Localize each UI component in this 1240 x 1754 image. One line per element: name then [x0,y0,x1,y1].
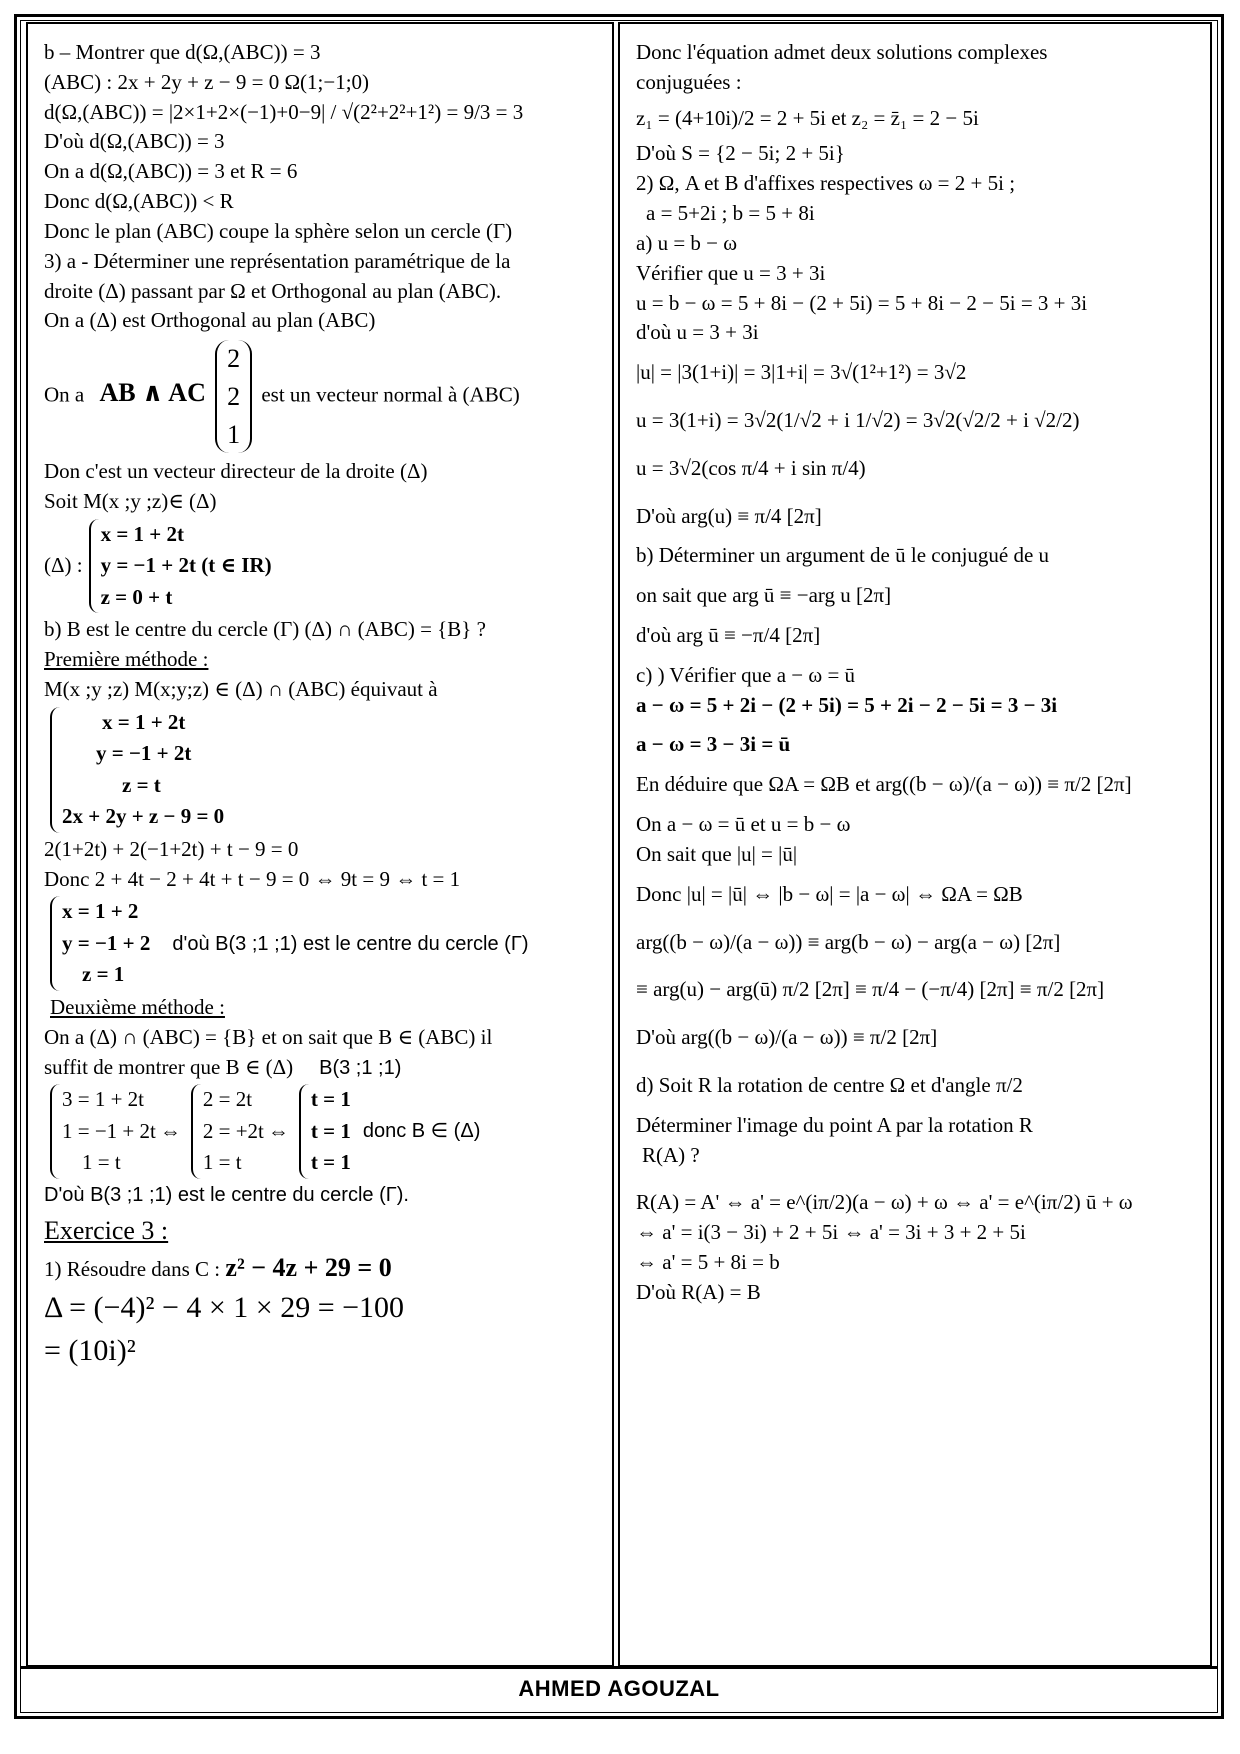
solutions-intro-1: Donc l'équation admet deux solutions complexes [636,40,1048,64]
distance-result: D'où d(Ω,(ABC)) = 3 [44,129,225,154]
rotation-compute: ⇔ a' = i(3 − 3i) + 2 + 5i ⇔ a' = 3i + 3 + 2 + 5i [636,1220,1026,1245]
equiv-symbol-1: ⇔ [159,1118,181,1143]
solve-equation-line [44,1250,598,1287]
plane-equation: (ABC) : 2x + 2y + z − 9 = 0 Ω(1;−1;0) [44,69,370,94]
result-note: d'où B(3 ;1 ;1) est le centre du cercle (Γ) [172,932,529,955]
modulus-u: |u| = |3(1+i)| = 3|1+i| = 3√(1²+1²) = 3√2 [636,360,967,385]
modulus-equality: On sait que |u| = |ū| [636,841,798,866]
exercise-3-title: Exercice 3 : [44,1216,169,1246]
vector-coord-3: 1 [227,419,241,449]
normal-vector-coords [215,340,252,453]
result-eq-z: z = 1 [82,962,125,987]
verify-system-a [50,1084,156,1179]
rotation-conclusion: D'où R(A) = B [636,1279,761,1304]
arg-quotient-step: arg((b − ω)/(a − ω)) ≡ arg(b − ω) − arg(a − ω) [2π] [636,929,1061,954]
param-eq-x: x = 1 + 2t [100,521,185,546]
deduce-statement: En déduire que ΩA = ΩB et arg((b − ω)/(a − ω)) ≡ π/2 [2π] [636,772,1132,797]
u-trig-form: u = 3√2(cos π/4 + i sin π/4) [636,455,866,480]
method-two-statement: On a (Δ) ∩ (ABC) = {B} et on sait que B ∈ (ABC) il [44,1024,493,1049]
method-two-result: D'où B(3 ;1 ;1) est le centre du cercle (Γ). [44,1183,409,1206]
cross-product: AB ∧ AC [99,378,206,408]
normal-vector-prefix: On a [44,382,85,407]
left-column [26,22,614,1667]
right-column [618,22,1212,1667]
verify-c2: t = 1 [310,1118,351,1143]
verify-u: Vérifier que u = 3 + 3i [636,260,826,285]
rotation-question: Déterminer l'image du point A par la rotation R [636,1112,1033,1137]
verify-b2: 2 = +2t [202,1118,264,1143]
rotation-formula: R(A) = A' ⇔ a' = e^(iπ/2)(a − ω) + ω ⇔ a' = e^(iπ/2) ū + ω [636,1190,1133,1215]
rotation-result: ⇔ a' = 5 + 8i = b [636,1250,780,1274]
direction-vector-line: Don c'est un vecteur directeur de la droite (Δ) [44,459,428,484]
result-equations [50,896,529,991]
sufficient-text: suffit de montrer que B ∈ (Δ) [44,1054,294,1079]
method-two-sufficient [44,1053,598,1083]
arg-u: D'où arg(u) ≡ π/4 [2π] [636,503,822,528]
result-system [44,894,529,993]
affixes-line-1: 2) Ω, A et B d'affixes respectives ω = 2 + 5i ; [636,171,1016,196]
rotation-image: R(A) ? [642,1142,700,1167]
question-2a: a) u = b − ω [636,230,738,255]
result-eq-y-value: y = −1 + 2 [62,930,151,955]
a-minus-omega-result: a − ω = 3 − 3i = ū [636,732,791,757]
recall-relations: On a − ω = ū et u = b − ω [636,812,851,837]
verify-system-c [299,1084,351,1179]
verify-a2: 1 = −1 + 2t [62,1118,156,1143]
solutions-z1-z2: z₁ = (4+10i)/2 = 2 + 5i et z₂ = z̄₁ = 2 − 5i [636,105,979,130]
distance-equality: Donc |u| = |ū| ⇔ |b − ω| = |a − ω| ⇔ ΩA = ΩB [636,881,1023,906]
discriminant-line: Δ = (−4)² − 4 × 1 × 29 = −100 [44,1291,405,1325]
verify-b3: 1 = t [202,1150,242,1175]
question-2b: b) Déterminer un argument de ū le conjugué de u [636,543,1050,568]
verify-b1: 2 = 2t [202,1087,253,1112]
result-eq-y [62,928,529,960]
verify-c1: t = 1 [310,1087,351,1112]
solve-t-line: Donc 2 + 4t − 2 + 4t + t − 9 = 0 ⇔ 9t = 9 ⇔ t = 1 [44,866,461,891]
arg-quotient-compute: ≡ arg(u) − arg(ū) π/2 [2π] ≡ π/4 − (−π/4) [2π] ≡ π/2 [2π] [636,977,1105,1002]
question-3b: b) B est le centre du cercle (Γ) (Δ) ∩ (ABC) = {B} ? [44,617,486,642]
footer-author: AHMED AGOUZAL [518,1676,720,1701]
method-one-system [50,707,224,833]
parametric-equations [89,519,272,614]
u-trig-step: u = 3(1+i) = 3√2(1/√2 + i 1/√2) = 3√2(√2/2 + i √2/2) [636,407,1080,432]
param-eq-y: y = −1 + 2t (t ∈ IR) [100,553,272,578]
system-eq-y: y = −1 + 2t [96,741,192,766]
normal-vector-line [44,340,598,453]
verify-system-b [191,1084,264,1179]
question-2c: c) ) Vérifier que a − ω = ū [636,662,856,687]
vector-coord-2: 2 [227,381,241,411]
distance-question: b – Montrer que d(Ω,(ABC)) = 3 [44,40,321,64]
distance-radius: On a d(Ω,(ABC)) = 3 et R = 6 [44,159,298,184]
point-b-coords: B(3 ;1 ;1) [319,1056,402,1079]
method-one-statement: M(x ;y ;z) M(x;y;z) ∈ (Δ) ∩ (ABC) équivaut à [44,676,438,701]
discriminant-square: = (10i)² [44,1333,136,1367]
arg-conjugate-result: d'où arg ū ≡ −π/4 [2π] [636,623,821,647]
question-3a-line1: 3) a - Déterminer une représentation paramétrique de la [44,248,511,273]
verify-conclusion: donc B ∈ (Δ) [362,1120,481,1143]
quadratic-equation: z² − 4z + 29 = 0 [225,1253,392,1283]
result-eq-x: x = 1 + 2 [62,899,139,924]
equiv-symbol-2: ⇔ [267,1118,289,1143]
compute-u: u = b − ω = 5 + 8i − (2 + 5i) = 5 + 8i − 2 − 5i = 3 + 3i [636,290,1088,315]
arg-quotient-result: D'où arg((b − ω)/(a − ω)) ≡ π/2 [2π] [636,1025,938,1050]
solve-prefix: 1) Résoudre dans C : [44,1257,221,1282]
plane-sphere-conclusion: Donc le plan (ABC) coupe la sphère selon un cercle (Γ) [44,218,513,243]
question-3a-line2: droite (Δ) passant par Ω et Orthogonal au plan (ABC). [44,278,502,303]
question-2d: d) Soit R la rotation de centre Ω et d'angle π/2 [636,1072,1023,1097]
distance-compare: Donc d(Ω,(ABC)) < R [44,189,234,214]
param-eq-z: z = 0 + t [100,584,173,609]
system-eq-x: x = 1 + 2t [102,709,186,734]
method-one-title: Première méthode : [44,647,209,672]
system-eq-plane: 2x + 2y + z − 9 = 0 [62,804,225,829]
affixes-line-2: a = 5+2i ; b = 5 + 8i [646,201,815,226]
u-result: d'où u = 3 + 3i [636,320,759,345]
solutions-intro-2: conjuguées : [636,69,742,94]
parametric-label: (Δ) : [44,553,83,578]
distance-formula: d(Ω,(ABC)) = |2×1+2×(−1)+0−9| / √(2²+2²+1²) = 9/3 = 3 [44,99,524,124]
verification-systems [44,1082,480,1181]
arg-conjugate-rule: on sait que arg ū ≡ −arg u [2π] [636,583,892,608]
vector-coord-1: 2 [227,344,241,374]
parametric-system [44,517,272,616]
normal-vector-suffix: est un vecteur normal à (ABC) [261,382,520,407]
system-eq-z: z = t [122,772,161,797]
compute-a-minus-omega: a − ω = 5 + 2i − (2 + 5i) = 5 + 2i − 2 − 5i = 3 − 3i [636,692,1058,717]
verify-a1: 3 = 1 + 2t [62,1087,145,1112]
substitution-line: 2(1+2t) + 2(−1+2t) + t − 9 = 0 [44,836,299,861]
point-m-line: Soit M(x ;y ;z)∈ (Δ) [44,489,217,513]
verify-c3: t = 1 [310,1150,351,1175]
method-two-title: Deuxième méthode : [50,994,225,1019]
verify-a3: 1 = t [82,1150,121,1175]
solution-set: D'où S = {2 − 5i; 2 + 5i} [636,141,845,166]
orthogonal-statement: On a (Δ) est Orthogonal au plan (ABC) [44,308,376,333]
